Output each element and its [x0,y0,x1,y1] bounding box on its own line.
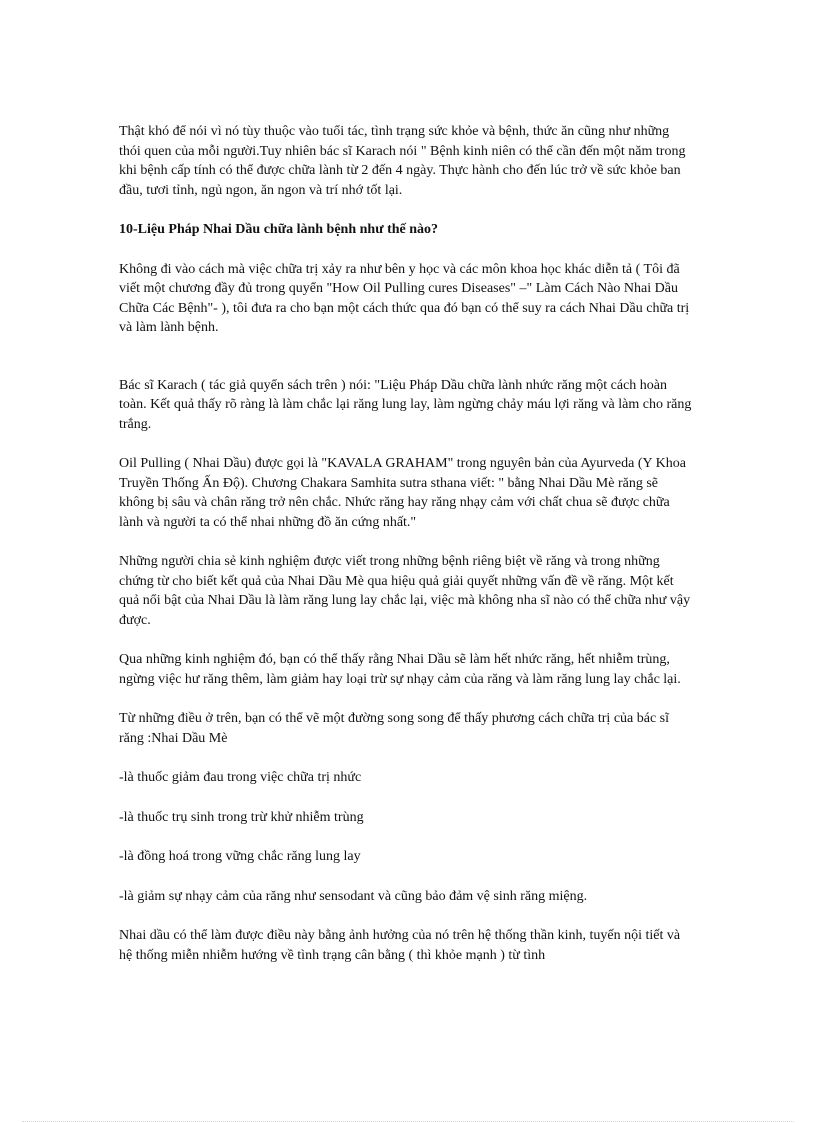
list-item: -là giảm sự nhạy cảm của răng như sensodant và cũng bảo đảm vệ sinh răng miệng. [119,888,588,904]
list-item: -là thuốc trụ sinh trong trừ khử nhiễm trùng [119,809,364,825]
paragraph-nervous-system: Nhai dầu có thể làm được điều này bằng ảnh hưởng của nó trên hệ thống thần kinh, tuyến nội tiết và hệ thống miễn nhiễm hướng về tình trạng cân bằng ( thì khỏe mạnh ) từ tình [119,928,681,963]
paragraph-results: Qua những kinh nghiệm đó, bạn có thể thấy rằng Nhai Dầu sẽ làm hết nhức răng, hết nhiễm trùng, ngừng việc hư răng thêm, làm giảm hay loại trừ sự nhạy cảm của răng và làm răng lung lay chắc lại. [119,652,681,687]
document-body [119,122,694,965]
paragraph-parallel: Từ những điều ở trên, bạn có thể vẽ một đường song song để thấy phương cách chữa trị của bác sĩ răng :Nhai Dầu Mè [119,711,670,746]
paragraph-kavala-graham: Oil Pulling ( Nhai Dầu) được gọi là "KAVALA GRAHAM" trong nguyên bản của Ayurveda (Y Khoa Truyền Thống Ấn Độ). Chương Chakara Samhita sutra sthana viết: " bằng Nhai Dầu Mè răng sẽ không bị sâu và chân răng trở nên chắc. Nhức răng hay răng nhạy cảm với chất chua sẽ được chữa lành và người ta có thể nhai những đồ ăn cứng nhất." [119,456,686,530]
list-item: -là đồng hoá trong vững chắc răng lung lay [119,849,361,864]
paragraph-experiences: Những người chia sẻ kinh nghiệm được viết trong những bệnh riêng biệt về răng và trong những chứng từ cho biết kết quả của Nhai Dầu Mè qua hiệu quả giải quyết những vấn đề về răng. Một kết quả nổi bật của Nhai Dầu là làm răng lung lay chắc lại, việc mà không nha sĩ nào có thể chữa như vậy được. [119,554,691,628]
list-item: -là thuốc giảm đau trong việc chữa trị nhức [119,770,362,785]
paragraph-karach-quote: Bác sĩ Karach ( tác giả quyển sách trên ) nói: "Liệu Pháp Dầu chữa lành nhức răng một cách hoàn toàn. Kết quả thấy rõ ràng là làm chắc lại răng lung lay, làm ngừng chảy máu lợi răng và làm cho răng trắng. [119,377,692,432]
page-bottom-divider [22,1121,794,1122]
paragraph-treatment-explanation: Không đi vào cách mà việc chữa trị xảy ra như bên y học và các môn khoa học khác diễn tả ( Tôi đã viết một chương đầy đủ trong quyển "How Oil Pulling cures Diseases" –" Làm Cách Nào Nhai Dầu Chữa Các Bệnh"- ), tôi đưa ra cho bạn một cách thức qua đó bạn có thể suy ra cách Nhai Dầu chữa trị và làm lành bệnh. [119,261,690,335]
intro-paragraph: Thật khó để nói vì nó tùy thuộc vào tuổi tác, tình trạng sức khỏe và bệnh, thức ăn cũng như những thói quen của mỗi người.Tuy nhiên bác sĩ Karach nói " Bệnh kinh niên có thể cần đến một năm trong khi bệnh cấp tính có thể được chữa lành từ 2 đến 4 ngày. Thực hành cho đến lúc trở về sức khỏe ban đầu, tươi tỉnh, ngủ ngon, ăn ngon và trí nhớ tốt lại. [119,124,686,198]
section-heading: 10-Liệu Pháp Nhai Dầu chữa lành bệnh như thế nào? [119,222,439,237]
